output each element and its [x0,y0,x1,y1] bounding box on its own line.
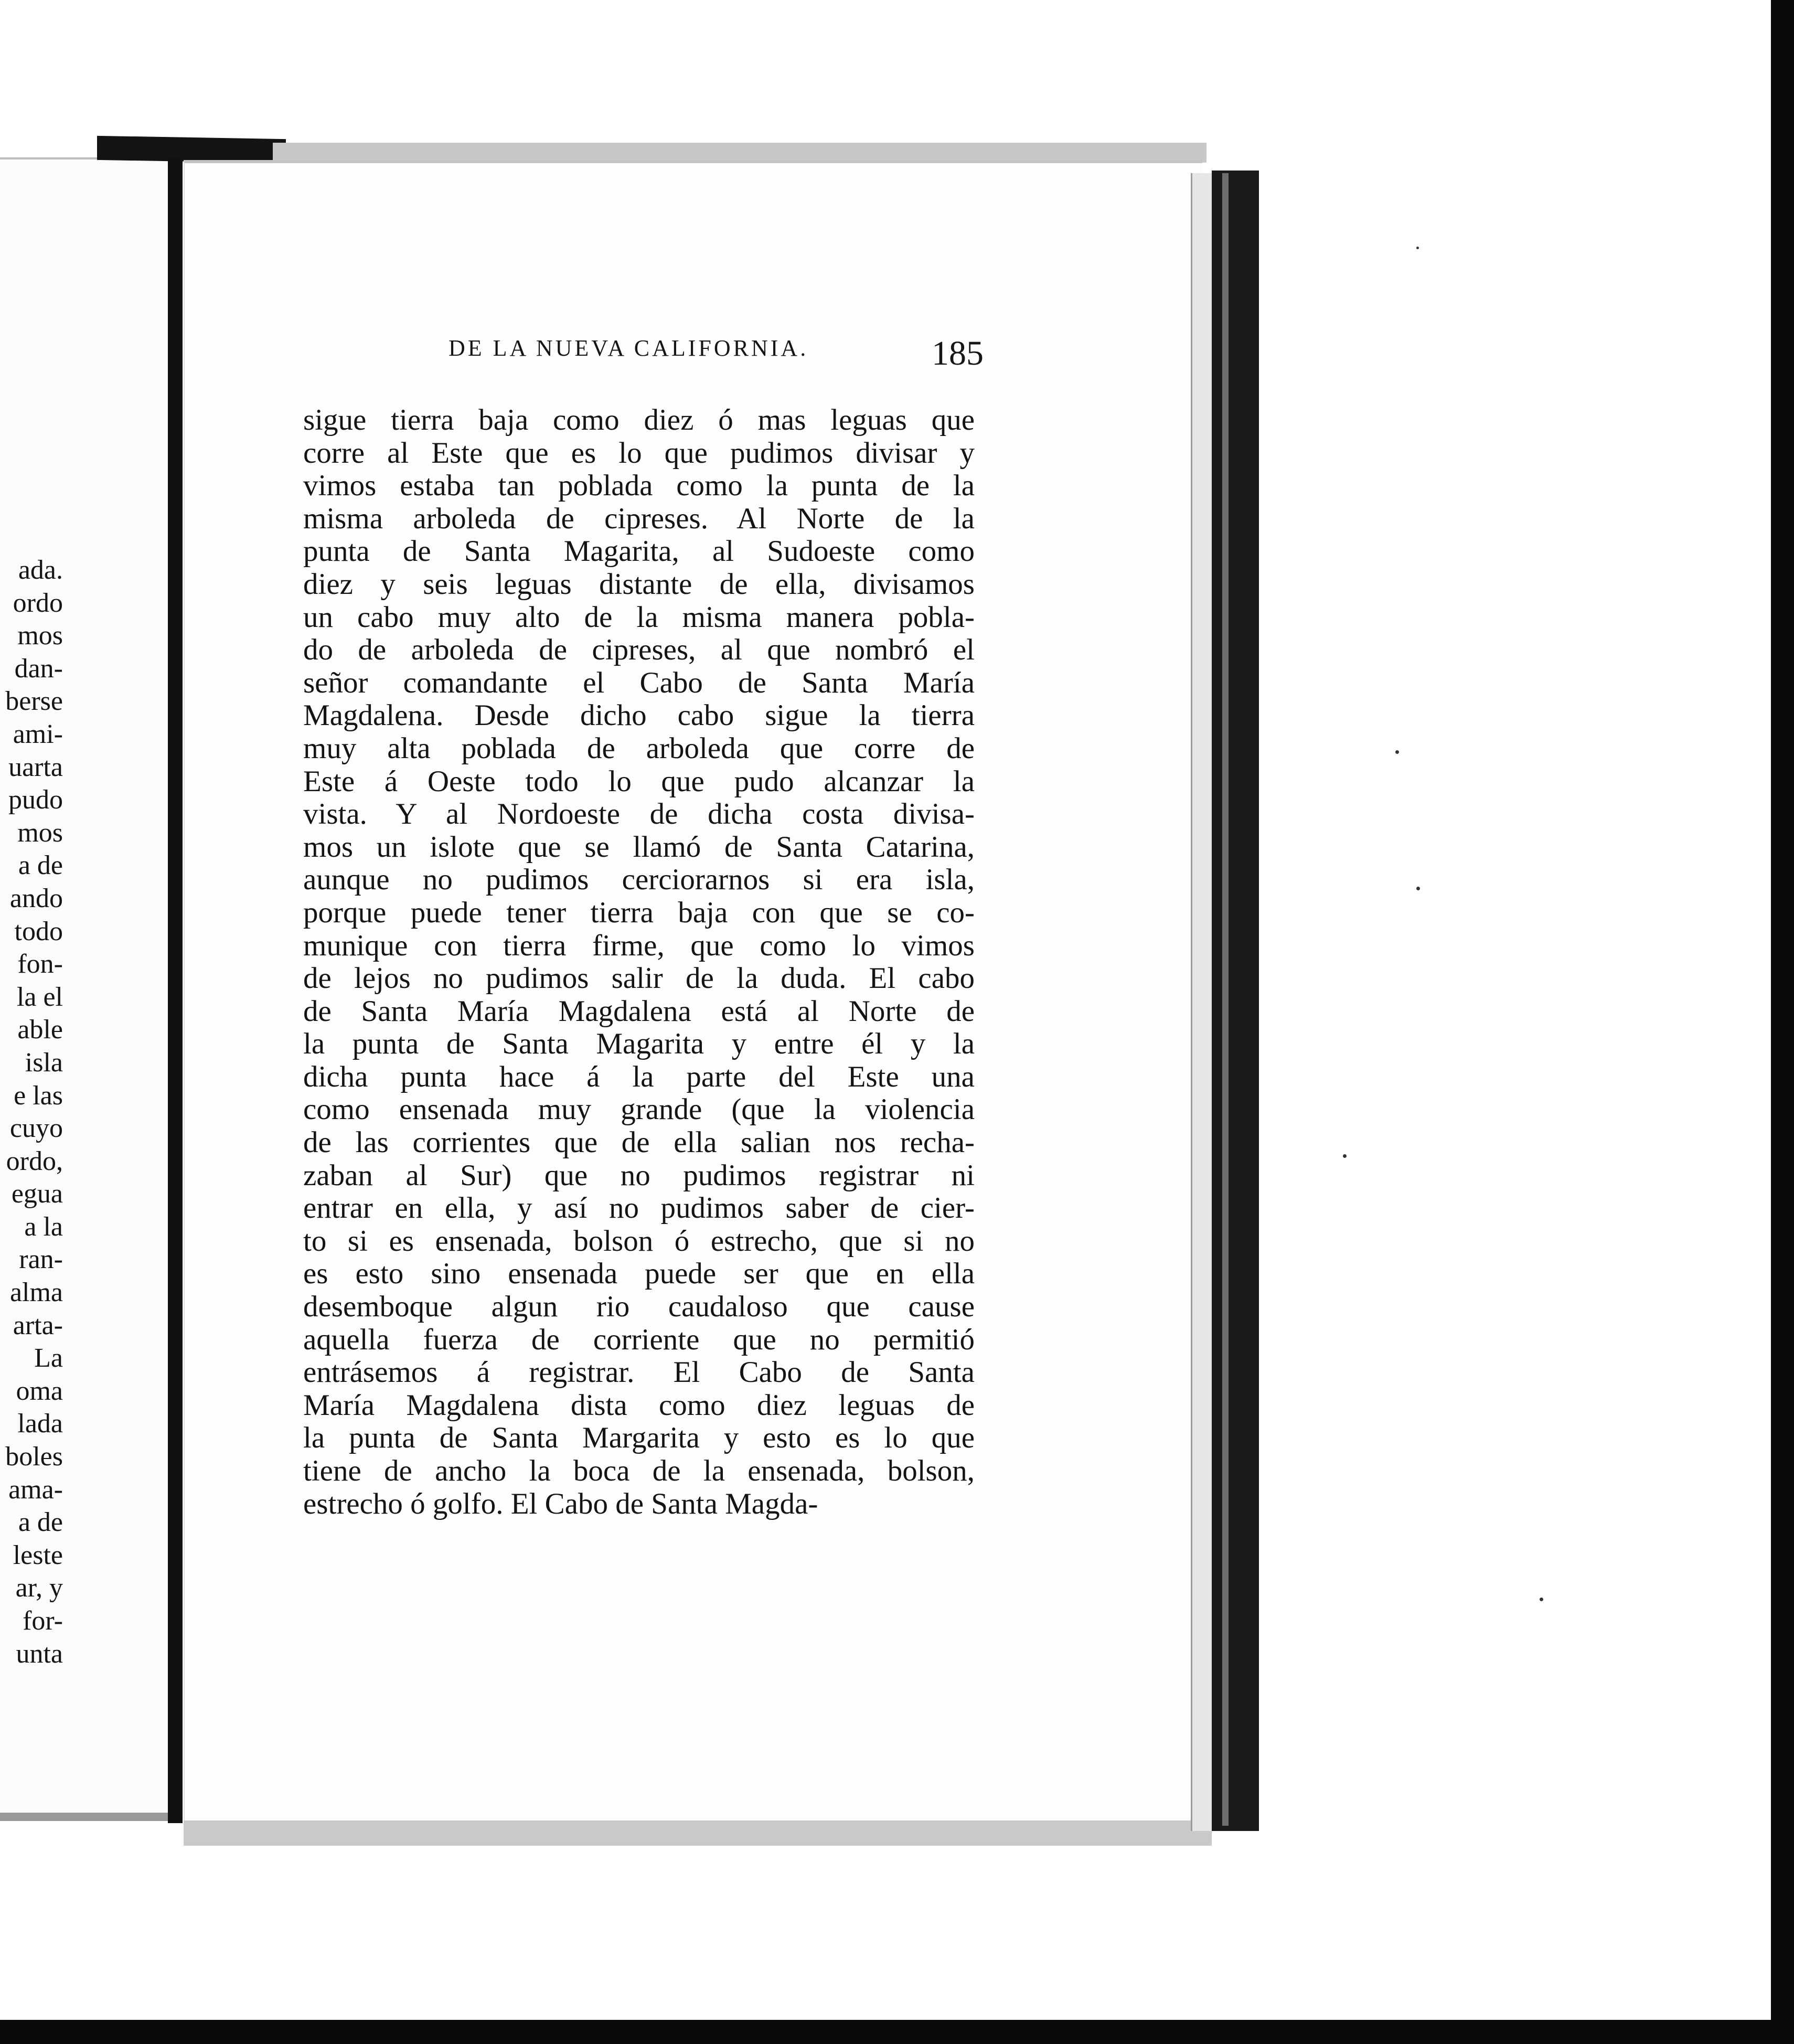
left-text-fragment: unta [16,1638,63,1669]
scan-border-right [1771,0,1794,2044]
left-text-fragment: ama- [8,1474,63,1505]
text-line: tiene de ancho la boca de la ensenada, bolson, [303,1454,975,1487]
dust-speck [1540,1598,1543,1601]
text-line: la punta de Santa Magarita y entre él y la [303,1027,975,1061]
left-page [0,157,173,1817]
text-line: punta de Santa Magarita, al Sudoeste como [303,535,975,568]
left-text-fragment: berse [5,686,63,717]
text-line: aunque no pudimos cerciorarnos si era isla, [303,863,975,897]
book-gutter [168,157,183,1823]
text-line: diez y seis leguas distante de ella, divisamos [303,567,975,601]
left-text-fragment: uarta [8,752,63,782]
text-line: corre al Este que es lo que pudimos divisar y [303,436,975,470]
text-line: to si es ensenada, bolson ó estrecho, que si no [303,1224,975,1258]
text-line: señor comandante el Cabo de Santa María [303,666,975,699]
left-text-fragment: mos [17,817,63,848]
left-text-fragment: ordo, [6,1146,63,1176]
left-text-fragment: able [17,1015,63,1045]
left-text-fragment: a de [18,1507,63,1538]
left-page-shadow [0,1813,178,1821]
text-line: vimos estaba tan poblada como la punta de la [303,469,975,503]
dust-speck [1416,887,1420,890]
left-text-fragment: e las [14,1080,63,1111]
text-line: munique con tierra firme, que como lo vimos [303,929,975,962]
left-text-fragment: arta- [13,1310,63,1340]
left-text-fragment: leste [13,1540,63,1570]
left-text-fragment: ordo [13,588,63,618]
left-text-fragment: lada [17,1409,63,1439]
running-title: DE LA NUEVA CALIFORNIA. [448,335,809,361]
text-line: es esto sino ensenada puede ser que en ella [303,1257,975,1291]
text-line: sigue tierra baja como diez ó mas leguas que [303,403,975,437]
left-text-fragment: pudo [8,785,63,815]
text-line: aquella fuerza de corriente que no permitió [303,1323,975,1356]
left-text-fragment: cuyo [9,1113,63,1144]
text-line: Magdalena. Desde dicho cabo sigue la tierra [303,699,975,732]
left-text-fragment: ar, y [15,1573,63,1603]
left-text-fragment: egua [11,1179,63,1209]
left-text-fragment: ami- [13,719,63,749]
left-text-fragment: ran- [19,1244,63,1275]
text-line: de Santa María Magdalena está al Norte de [303,994,975,1028]
text-line: entrar en ella, y así no pudimos saber de cier- [303,1191,975,1225]
dust-speck [1395,750,1399,754]
scan-border-bottom [0,2020,1794,2044]
page-number: 185 [932,334,984,372]
left-text-fragment: a de [18,850,63,881]
left-text-fragment: oma [16,1376,63,1406]
text-line: Este á Oeste todo lo que pudo alcanzar la [303,764,975,798]
text-line: de las corrientes que de ella salian nos recha- [303,1126,975,1159]
text-line: un cabo muy alto de la misma manera pobla- [303,600,975,634]
text-line: dicha punta hace á la parte del Este una [303,1060,975,1093]
left-page-text [0,554,63,1670]
text-line: entrásemos á registrar. El Cabo de Santa [303,1356,975,1389]
left-text-fragment: fon- [17,949,63,980]
left-text-fragment: alma [9,1278,63,1308]
dust-speck [1343,1154,1347,1158]
text-line: vista. Y al Nordoeste de dicha costa divisa- [303,797,975,831]
text-line: porque puede tener tierra baja con que se co- [303,896,975,929]
left-text-fragment: mos [17,621,63,651]
book-cover-edge [1212,171,1259,1831]
page-edges [1191,173,1213,1831]
left-text-fragment: dan- [14,653,63,684]
left-text-fragment: la el [16,982,63,1012]
text-line: zaban al Sur) que no pudimos registrar ni [303,1158,975,1192]
text-line: de lejos no pudimos salir de la duda. El cabo [303,962,975,995]
left-text-fragment: todo [14,916,63,946]
left-text-fragment: ada. [18,555,63,585]
text-line: misma arboleda de cipreses. Al Norte de la [303,502,975,535]
text-line: muy alta poblada de arboleda que corre de [303,731,975,765]
left-text-fragment: La [34,1343,63,1374]
text-line: la punta de Santa Margarita y esto es lo que [303,1421,975,1455]
text-line: do de arboleda de cipreses, al que nombró el [303,633,975,667]
binding-clip [97,136,286,163]
body-text [303,404,975,1520]
text-line: estrecho ó golfo. El Cabo de Santa Magda- [303,1487,818,1520]
left-text-fragment: ando [9,883,63,913]
page-block-edge [1222,173,1229,1826]
left-text-fragment: isla [25,1047,63,1078]
left-text-fragment: for- [23,1606,63,1636]
left-text-fragment: a la [24,1211,63,1242]
text-line: mos un islote que se llamó de Santa Catarina, [303,830,975,864]
text-line: María Magdalena dista como diez leguas de [303,1388,975,1422]
text-line: como ensenada muy grande (que la violencia [303,1093,975,1126]
page-bottom-shadow [184,1821,1212,1846]
dust-speck [1416,247,1419,249]
text-line: desemboque algun rio caudaloso que cause [303,1290,975,1324]
left-text-fragment: boles [5,1442,63,1472]
